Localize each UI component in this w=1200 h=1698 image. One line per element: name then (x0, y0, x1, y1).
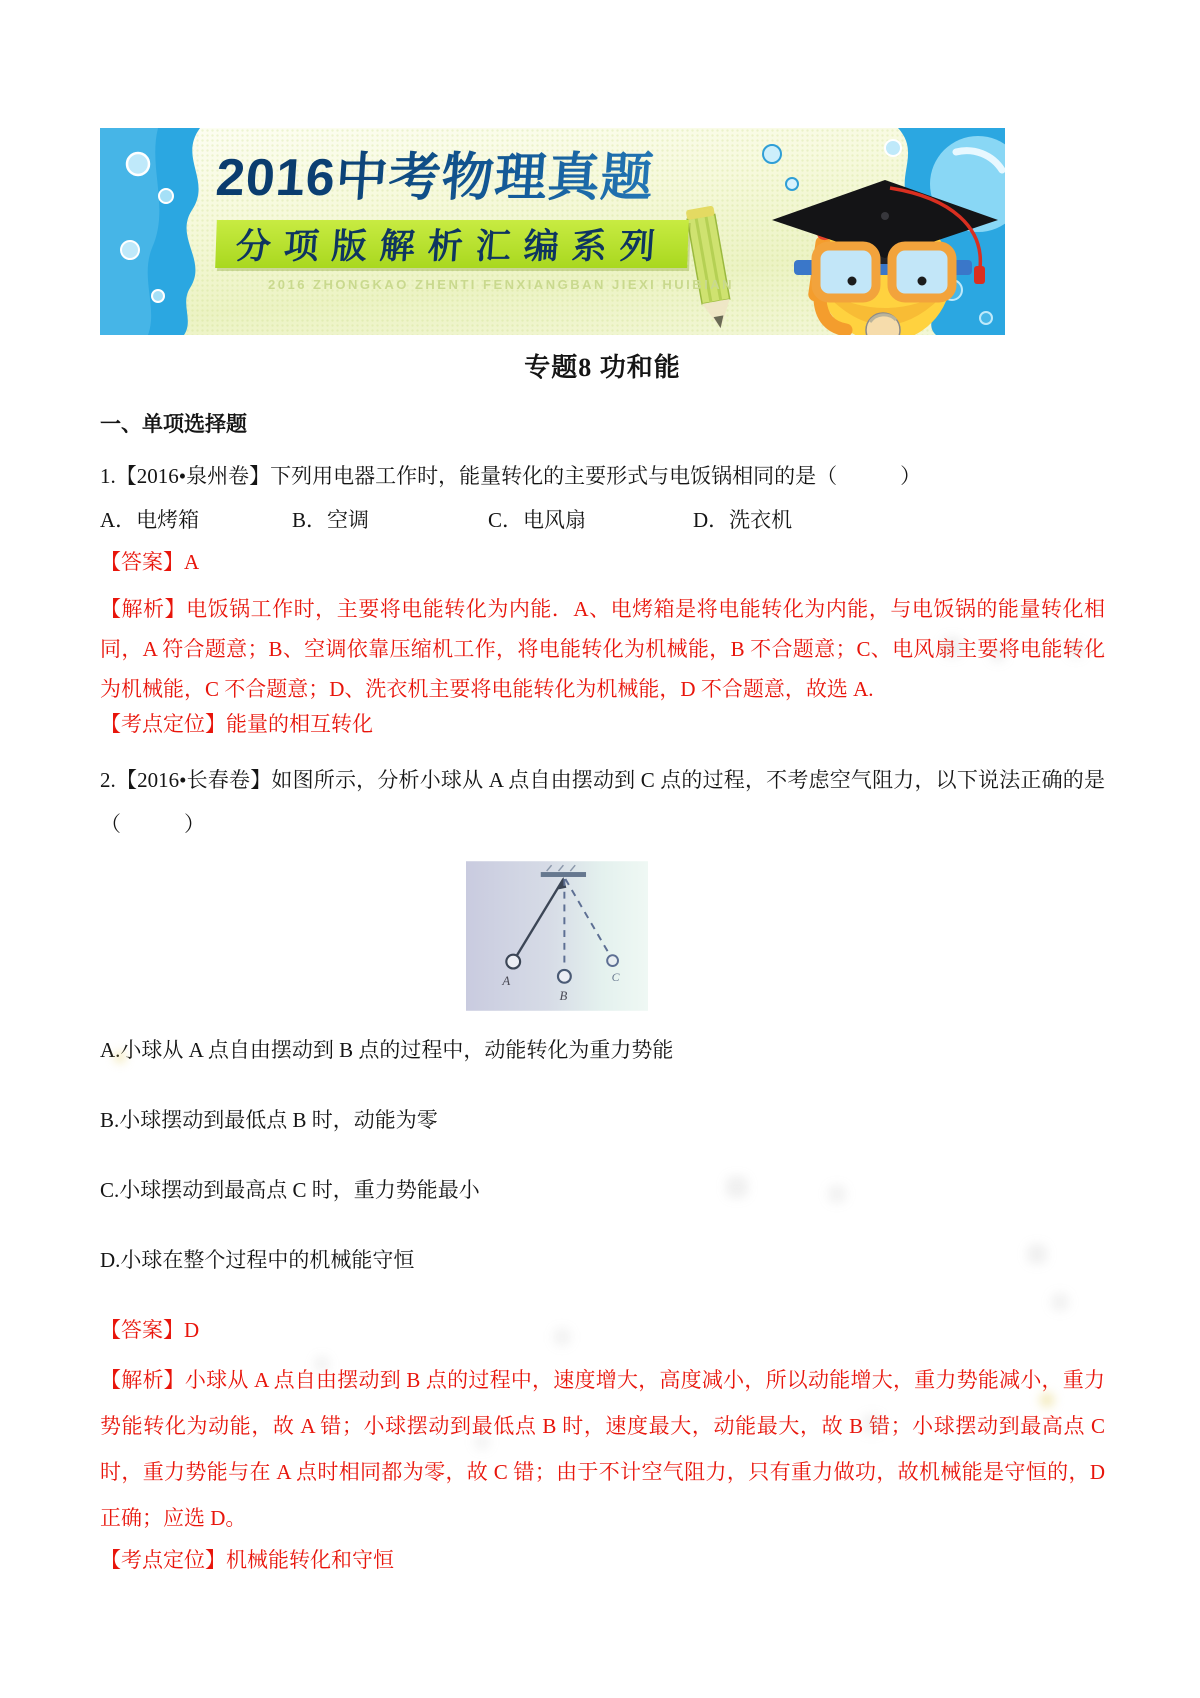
page-title: 专题8 功和能 (524, 353, 681, 382)
banner-subtitle-band (215, 220, 689, 268)
question-1-option-c: C．电风扇 (488, 508, 587, 532)
scan-artifacts (0, 0, 4, 4)
answer-label: 【答案】 (100, 1318, 184, 1342)
bubble-icon (127, 153, 149, 175)
pencil-icon (686, 205, 735, 330)
document-content (100, 347, 1105, 1574)
question-2-analysis (100, 1357, 1105, 1541)
label-a: A (501, 974, 510, 989)
bubble-icon (885, 140, 901, 156)
question-2-option-c: C.小球摆动到最高点 C 时，重力势能最小 (100, 1178, 480, 1202)
analysis-text: 电饭锅工作时，主要将电能转化为内能．A、电烤箱是将电能转化为内能，与电饭锅的能量转化相同，A 符合题意；B、空调依靠压缩机工作，将电能转化为机械能，B 不合题意；C、电风扇主要将电能转化为机械能，C 不合题意；D、洗衣机主要将电能转化为机械能，D 不合题意，故选 A. (100, 597, 1105, 701)
question-2-answer (100, 1316, 1105, 1344)
answer-label: 【答案】 (100, 550, 184, 574)
banner-subtitle: 分项版解析汇编系列 (234, 227, 670, 266)
label-c: C (611, 970, 619, 985)
answer-value: A (184, 550, 200, 574)
question-2-figure (100, 860, 1105, 1018)
analysis-label: 【解析】 (100, 1368, 185, 1392)
ceiling-bar (540, 872, 585, 877)
question-1 (100, 462, 1105, 738)
keypoint-text: 机械能转化和守恒 (226, 1548, 394, 1572)
analysis-label: 【解析】 (100, 597, 187, 621)
keypoint-label: 【考点定位】 (100, 712, 226, 736)
question-2 (100, 758, 1105, 1574)
keypoint-label: 【考点定位】 (100, 1548, 226, 1572)
ball-a (506, 955, 520, 969)
bubble-icon (159, 189, 173, 203)
question-1-option-d: D．洗衣机 (693, 508, 793, 532)
banner-tagline: 2016 ZHONGKAO ZHENTI FENXIANGBAN JIEXI HUIBIAN (268, 277, 735, 292)
ball-c (607, 955, 618, 966)
bubble-icon (152, 290, 164, 302)
question-2-option-d: D.小球在整个过程中的机械能守恒 (100, 1248, 415, 1272)
bubble-icon (786, 178, 798, 190)
question-1-answer (100, 548, 1105, 576)
question-1-keypoint (100, 710, 1105, 738)
question-1-options (100, 506, 1105, 534)
question-2-option-a: A.小球从 A 点自由摆动到 B 点的过程中，动能转化为重力势能 (100, 1038, 674, 1062)
question-1-option-b: B．空调 (292, 508, 370, 532)
pendulum-figure (466, 860, 648, 1012)
section-heading: 一、单项选择题 (100, 412, 247, 436)
ball-b (557, 970, 570, 983)
question-2-option-b: B.小球摆动到最低点 B 时，动能为零 (100, 1108, 438, 1132)
label-b: B (558, 988, 567, 1003)
banner (100, 128, 1005, 335)
analysis-text: 小球从 A 点自由摆动到 B 点的过程中，速度增大，高度减小，所以动能增大，重力势能减小，重力势能转化为动能，故 A 错；小球摆动到最低点 B 时，速度最大，动能最大，故 B 错；小球摆动到最高点 C 时，重力势能与在 A 点时相同都为零，故 C 错；由于不计空气阻力，只有重力做功，故机械能是守恒的，D 正确；应选 D。 (100, 1368, 1106, 1530)
question-2-keypoint (100, 1546, 1105, 1574)
question-1-stem: 1.【2016•泉州卷】下列用电器工作时，能量转化的主要形式与电饭锅相同的是（ ） (100, 464, 922, 488)
keypoint-text: 能量的相互转化 (226, 712, 373, 736)
question-1-analysis (100, 589, 1105, 709)
answer-value: D (184, 1318, 200, 1342)
bubble-icon (980, 312, 992, 324)
bubble-icon (121, 241, 139, 259)
question-2-stem: 2.【2016•长春卷】如图所示，分析小球从 A 点自由摆动到 C 点的过程，不考虑空气阻力，以下说法正确的是（ ） (100, 768, 1105, 836)
question-1-option-a: A．电烤箱 (100, 508, 200, 532)
banner-title: 2016中考物理真题 (214, 150, 778, 207)
